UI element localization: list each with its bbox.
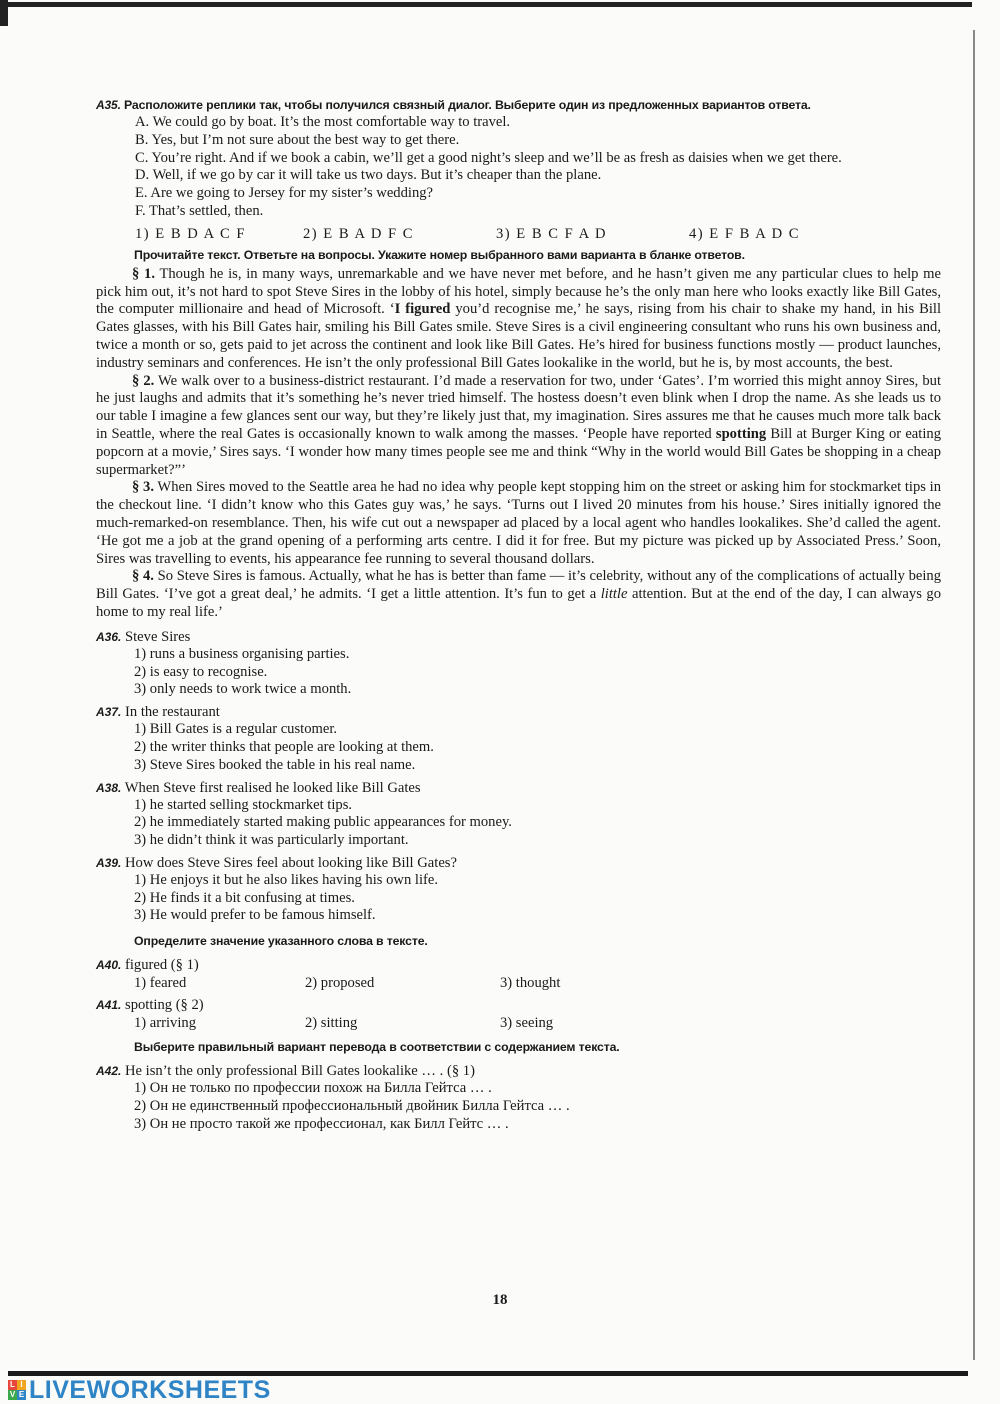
paragraph-4-italic-word: little — [600, 586, 628, 603]
question-a41 — [96, 996, 941, 1033]
paragraph-1-text-a: Though he is, in many ways, unremarkable and we have never met before, and he hasn’t given me any particular clues to help me pick him out, it’s not hard to spot Steve Sires in the lobby of his hotel, simply because he’s the only man here who looks exactly like Bill Gates, the computer millionaire and head of Microsoft. ‘ — [96, 265, 942, 318]
top-border — [4, 2, 972, 7]
meaning-instruction: Определите значение указанного слова в тексте. — [134, 934, 428, 949]
paragraph-4-text-b: attention. But at the end of the day, I can always go home to my real life.’ — [96, 586, 942, 620]
a35-line-a: A. We could go by boat. It’s the most comfortable way to travel. — [135, 114, 511, 130]
paragraph-2-bold-word: spotting — [715, 425, 767, 442]
question-choice[interactable]: 2) He finds it a bit confusing at times. — [134, 889, 355, 906]
a35-number: A35. — [96, 98, 121, 112]
question-choice[interactable]: 3) thought — [500, 975, 561, 992]
question-choice[interactable]: 3) He would prefer to be famous himself. — [134, 907, 376, 924]
question-choice[interactable]: 1) he started selling stockmarket tips. — [134, 796, 353, 813]
question-choice[interactable]: 3) he didn’t think it was particularly important. — [134, 832, 409, 849]
question-choice[interactable]: 2) the writer thinks that people are looking at them. — [134, 738, 434, 755]
question-number: A41. — [96, 998, 122, 1013]
a35-line-d: D. Well, if we go by car it will take us two days. But it’s cheaper than the plane. — [135, 167, 602, 184]
question-choice[interactable]: 1) Он не только по профессии похож на Билла Гейтса … . — [134, 1080, 492, 1097]
reading-instruction: Прочитайте текст. Ответьте на вопросы. Укажите номер выбранного вами варианта в бланке ответов. — [134, 247, 745, 262]
paragraph-4-text-a: So Steve Sires is famous. Actually, what he has is better than fame — it’s celebrity, without any of the complications of actually being Bill Gates. ‘I’ve got a great deal,’ he admits. ‘I get a little attention. It’s fun to get a — [96, 568, 941, 603]
question-choice[interactable]: 1) Bill Gates is a regular customer. — [134, 721, 338, 738]
paragraph-1-text-b: you’d recognise me,’ he says, rising from his chair to shake my hand, in his Bill Gates glasses, with his Bill Gates hair, smiling his Bill Gates smile. Steve Sires is a civil engineering consultant who runs his own business and, twice a month or so, gets paid to jet across the continent and look like Bill Gates. He’s hired for business functions mostly — product launches, industry seminars and conferences. He isn’t the only professional Bill Gates lookalike in the world, but he is, by most accounts, the best. — [96, 301, 942, 371]
a35-answer-1[interactable]: 1) E B D A C F — [135, 225, 247, 242]
a35-instruction-text: Расположите реплики так, чтобы получился связный диалог. Выберите один из предложенных вариантов ответа. — [124, 98, 811, 112]
question-a36 — [96, 628, 941, 699]
question-stem: Steve Sires — [125, 628, 191, 645]
a35-instruction — [96, 97, 941, 114]
paragraph-1 — [96, 266, 941, 373]
paragraph-2-text-a: We walk over to a business-district restaurant. I’d made a reservation for two, under ‘Gates’. I’m worried this might annoy Sires, but he just laughs and admits that it’s something he’s never tried himself. The hostess doesn’t even blink when I drop the name. As she leads us to our table I imagine a few glances sent our way, but they’re likely just that, my imagination. Sires assures me that he causes much more talk back in Seattle, where the real Gates is occasionally known to walk among the masses. ‘People have reported — [96, 372, 941, 442]
question-choice[interactable]: 1) arriving — [134, 1015, 197, 1032]
top-left-corner-mark — [0, 0, 8, 26]
content-area — [96, 97, 941, 1134]
question-choice[interactable]: 2) is easy to recognise. — [134, 663, 268, 680]
right-margin-line — [973, 30, 975, 1360]
paragraph-2-number: § 2. — [132, 372, 155, 389]
question-stem: How does Steve Sires feel about looking like Bill Gates? — [125, 854, 457, 871]
question-stem: When Steve first realised he looked like Bill Gates — [124, 779, 421, 796]
question-choice[interactable]: 2) Он не единственный профессиональный двойник Билла Гейтса … . — [134, 1098, 570, 1115]
question-a39 — [96, 854, 941, 925]
question-choice[interactable]: 3) Он не просто такой же профессионал, как Билл Гейтс … . — [134, 1115, 509, 1132]
question-choice[interactable]: 1) feared — [134, 975, 187, 992]
a35-lines — [96, 114, 941, 221]
paragraph-3 — [96, 479, 941, 568]
brand-name: LIVEWORKSHEETS — [29, 1376, 271, 1404]
question-choice[interactable]: 3) Steve Sires booked the table in his real name. — [134, 756, 416, 773]
question-stem: spotting (§ 2) — [125, 997, 204, 1014]
question-choice[interactable]: 2) proposed — [305, 975, 375, 992]
question-a42 — [96, 1062, 941, 1133]
question-a40 — [96, 956, 941, 993]
a35-answer-options — [96, 224, 941, 244]
question-choice[interactable]: 1) He enjoys it but he also likes having his own life. — [134, 871, 438, 888]
paragraph-1-number: § 1. — [132, 265, 155, 282]
question-choice[interactable]: 3) only needs to work twice a month. — [134, 681, 352, 698]
page-number: 18 — [492, 1292, 508, 1308]
question-choice[interactable]: 2) he immediately started making public appearances for money. — [134, 814, 512, 831]
paragraph-3-number: § 3. — [132, 479, 154, 496]
question-number: A38. — [96, 780, 122, 795]
question-number: A42. — [96, 1064, 122, 1079]
a35-answer-3[interactable]: 3) E B C F A D — [496, 225, 608, 242]
liveworksheets-logo-icon: L I V E — [9, 1380, 25, 1399]
question-a37 — [96, 703, 941, 774]
question-a38 — [96, 779, 941, 850]
liveworksheets-brand[interactable] — [8, 1378, 271, 1402]
a35-line-c: C. You’re right. And if we book a cabin, we’ll get a good night’s sleep and we’ll be as fresh as daisies when we get there. — [135, 149, 842, 166]
question-number: A36. — [96, 629, 122, 644]
question-number: A39. — [96, 855, 122, 870]
paragraph-4 — [96, 568, 941, 621]
question-stem: In the restaurant — [125, 704, 220, 721]
question-number: A37. — [96, 705, 122, 720]
paragraph-4-number: § 4. — [132, 568, 154, 585]
question-number: A40. — [96, 958, 122, 973]
paragraph-1-bold-word: I figured — [394, 301, 451, 318]
question-stem: He isn’t the only professional Bill Gates lookalike … . (§ 1) — [125, 1063, 475, 1080]
question-stem: figured (§ 1) — [125, 957, 199, 974]
a35-answer-2[interactable]: 2) E B A D F C — [303, 225, 415, 242]
a35-line-f: F. That’s settled, then. — [135, 202, 264, 219]
a35-line-e: E. Are we going to Jersey for my sister’s wedding? — [135, 185, 434, 202]
paragraph-2-text-b: Bill at Burger King or eating popcorn at a movie,’ Sires says. ‘I wonder how many times people see me and think “Why in the world would Bill Gates be shopping in a cheap supermarket?”’ — [96, 425, 941, 478]
question-choice[interactable]: 1) runs a business organising parties. — [134, 645, 350, 662]
question-choice[interactable]: 2) sitting — [305, 1015, 358, 1032]
a35-line-b: B. Yes, but I’m not sure about the best way to get there. — [135, 131, 460, 148]
paragraph-2 — [96, 373, 941, 480]
a35-answer-4[interactable]: 4) E F B A D C — [689, 225, 801, 242]
paragraph-3-text: When Sires moved to the Seattle area he had no idea why people kept stopping him on the street or asking him for stockmarket tips in the checkout line. ‘I didn’t know who this Gates guy was,’ he says. ‘Turns out I lived 20 minutes from his house.’ Sires initially ignored the much-remarked-on resemblance. Then, his wife cut out a newspaper ad placed by a local agent who handles lookalikes. She’d called the agent. ‘He got me a job at the grand opening of a performing arts centre. I did it for free. But my picture was picked up by Associated Press.’ Soon, Sires was travelling to events, his appearance fee running to several thousand dollars. — [96, 479, 941, 567]
question-choice[interactable]: 3) seeing — [500, 1015, 554, 1032]
translation-instruction: Выберите правильный вариант перевода в соответствии с содержанием текста. — [134, 1040, 620, 1055]
